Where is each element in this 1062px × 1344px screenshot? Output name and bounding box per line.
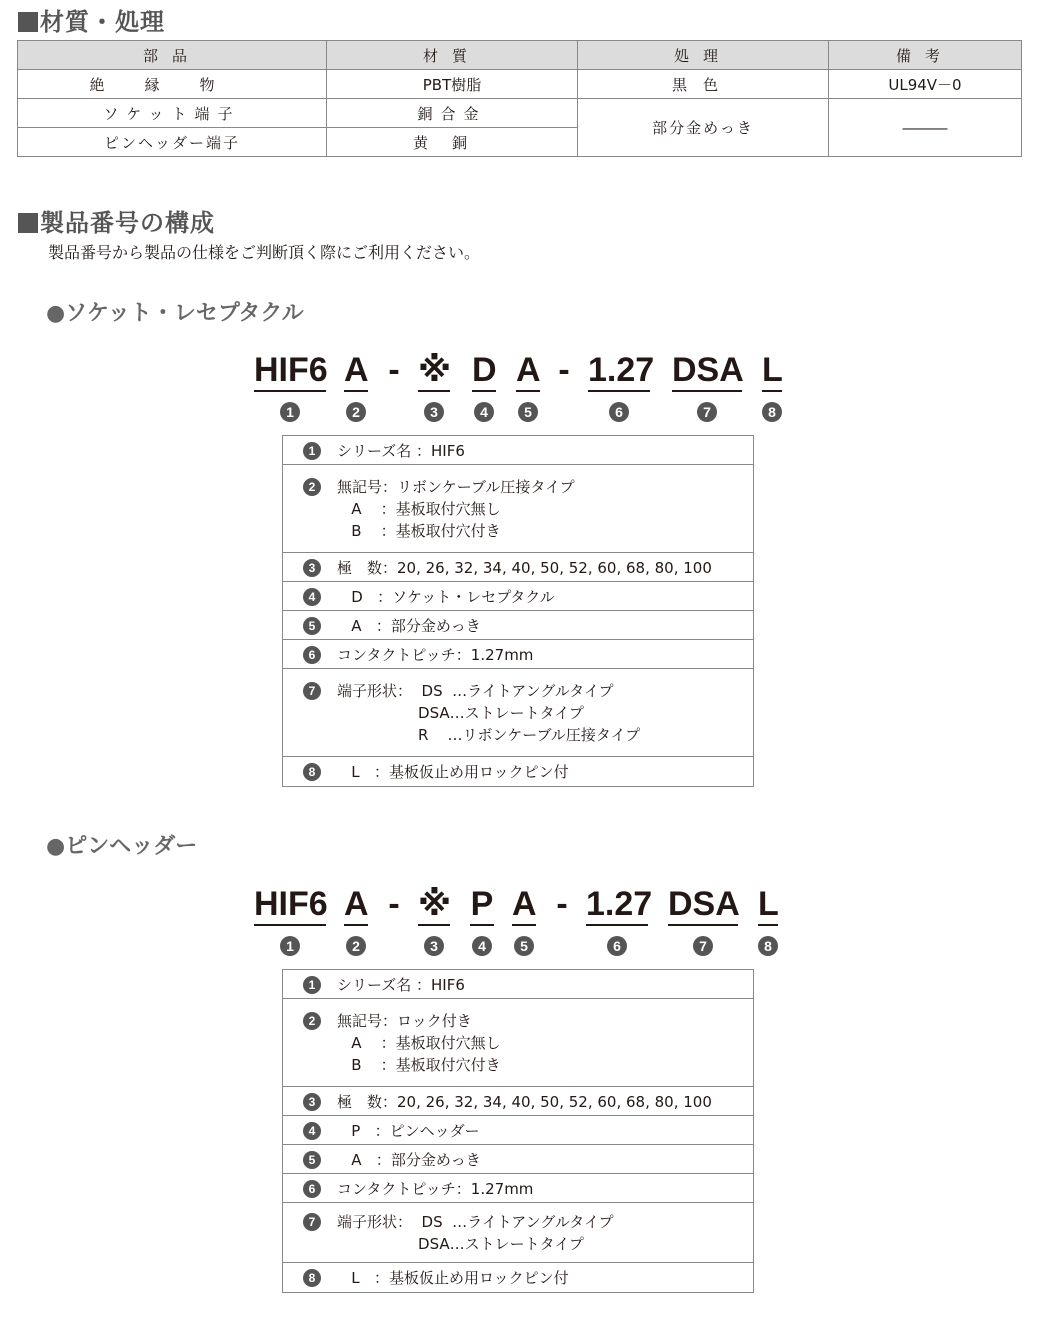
spec-line: コンタクトピッチ：1.27mm bbox=[337, 1180, 534, 1198]
spec-line: B ：基板取付穴付き bbox=[337, 1056, 501, 1074]
spec-line: 無記号：ロック付き bbox=[337, 1012, 472, 1030]
spec-number-badge: 4 bbox=[303, 1122, 321, 1140]
spec-row bbox=[283, 1145, 753, 1174]
cell-treatment: 部分金めっき bbox=[578, 99, 829, 157]
material-heading: 材質・処理 bbox=[18, 2, 165, 37]
pn-pitch: 1.27 bbox=[586, 884, 648, 926]
cell-material: PBT樹脂 bbox=[327, 70, 578, 99]
pn-number-8: 8 bbox=[762, 402, 782, 422]
pn-dash: - bbox=[388, 885, 400, 923]
spec-row bbox=[283, 1263, 753, 1292]
pn-number-6: 6 bbox=[607, 936, 627, 956]
pn-lockpin: L bbox=[758, 884, 778, 926]
spec-row bbox=[283, 970, 753, 999]
pn-mount: A bbox=[344, 884, 368, 926]
spec-row bbox=[283, 669, 753, 757]
spec-number-badge: 3 bbox=[303, 559, 321, 577]
pn-poles: ※ bbox=[418, 350, 450, 392]
pn-terminal: DSA bbox=[672, 350, 742, 392]
spec-number-badge: 5 bbox=[303, 617, 321, 635]
spec-row bbox=[283, 553, 753, 582]
cell-material: 黄銅 bbox=[327, 128, 578, 157]
pn-series: HIF6 bbox=[254, 350, 326, 392]
spec-number-badge: 2 bbox=[303, 1012, 321, 1030]
spec-row bbox=[283, 999, 753, 1087]
spec-line: 極 数：20, 26, 32, 34, 40, 50, 52, 60, 68, 80, 100 bbox=[337, 559, 712, 577]
header-part: 部品 bbox=[18, 41, 327, 70]
heading-square-icon bbox=[18, 12, 38, 32]
spec-line: シリーズ名 ：HIF6 bbox=[337, 442, 465, 460]
pn-dash: - bbox=[558, 351, 570, 389]
pn-number-5: 5 bbox=[518, 402, 538, 422]
cell-note: UL94V－0 bbox=[829, 70, 1022, 99]
pn-plating: A bbox=[516, 350, 540, 392]
spec-line: 端子形状： DS …ライトアングルタイプ bbox=[337, 1213, 614, 1231]
spec-number-badge: 8 bbox=[303, 763, 321, 781]
cell-part: ソケット端子 bbox=[18, 99, 327, 128]
header-note: 備考 bbox=[829, 41, 1022, 70]
pn-type: D bbox=[472, 350, 496, 392]
spec-number-badge: 7 bbox=[303, 1213, 321, 1231]
spec-line: DSA…ストレートタイプ bbox=[337, 704, 584, 722]
spec-line: D ：ソケット・レセプタクル bbox=[337, 588, 555, 606]
spec-line: L ：基板仮止め用ロックピン付 bbox=[337, 763, 569, 781]
pn-type: P bbox=[470, 884, 494, 926]
spec-number-badge: 2 bbox=[303, 478, 321, 496]
header-treatment: 処理 bbox=[578, 41, 829, 70]
pn-lockpin: L bbox=[762, 350, 782, 392]
spec-row bbox=[283, 757, 753, 786]
spec-line: P ：ピンヘッダー bbox=[337, 1122, 480, 1140]
socket-spec-table bbox=[282, 435, 754, 787]
pn-mount: A bbox=[344, 350, 368, 392]
pn-number-3: 3 bbox=[424, 936, 444, 956]
pn-plating: A bbox=[512, 884, 536, 926]
cell-part: 絶縁物 bbox=[18, 70, 327, 99]
table-row bbox=[18, 99, 1022, 128]
pn-pitch: 1.27 bbox=[588, 350, 650, 392]
pn-dash: - bbox=[388, 351, 400, 389]
spec-row bbox=[283, 611, 753, 640]
spec-line: 端子形状： DS …ライトアングルタイプ bbox=[337, 682, 614, 700]
pn-number-1: 1 bbox=[280, 402, 300, 422]
spec-line: R …リボンケーブル圧接タイプ bbox=[337, 726, 641, 744]
heading-square-icon bbox=[18, 213, 38, 233]
cell-note: ――― bbox=[829, 99, 1022, 157]
spec-line: A ：部分金めっき bbox=[337, 617, 481, 635]
pn-number-1: 1 bbox=[280, 936, 300, 956]
spec-line: A ：基板取付穴無し bbox=[337, 1034, 501, 1052]
spec-line: L ：基板仮止め用ロックピン付 bbox=[337, 1269, 569, 1287]
pin-spec-table bbox=[282, 969, 754, 1293]
spec-number-badge: 6 bbox=[303, 1180, 321, 1198]
pn-series: HIF6 bbox=[254, 884, 326, 926]
spec-line: シリーズ名 ：HIF6 bbox=[337, 976, 465, 994]
pin-part-number bbox=[0, 884, 1062, 954]
spec-line: A ：部分金めっき bbox=[337, 1151, 481, 1169]
spec-number-badge: 6 bbox=[303, 646, 321, 664]
pn-number-8: 8 bbox=[758, 936, 778, 956]
spec-row bbox=[283, 582, 753, 611]
cell-material: 銅合金 bbox=[327, 99, 578, 128]
spec-row bbox=[283, 1203, 753, 1263]
pn-dash: - bbox=[556, 885, 568, 923]
spec-row bbox=[283, 1087, 753, 1116]
pn-number-3: 3 bbox=[424, 402, 444, 422]
pin-title: ●ピンヘッダー bbox=[46, 834, 198, 859]
pn-terminal: DSA bbox=[668, 884, 738, 926]
spec-line: 極 数：20, 26, 32, 34, 40, 50, 52, 60, 68, 80, 100 bbox=[337, 1093, 712, 1111]
spec-row bbox=[283, 465, 753, 553]
spec-number-badge: 1 bbox=[303, 976, 321, 994]
product-number-heading: 製品番号の構成 bbox=[18, 203, 215, 238]
socket-part-number bbox=[0, 350, 1062, 420]
socket-title: ●ソケット・レセプタクル bbox=[46, 301, 304, 326]
pn-number-7: 7 bbox=[697, 402, 717, 422]
pn-number-2: 2 bbox=[346, 936, 366, 956]
spec-number-badge: 5 bbox=[303, 1151, 321, 1169]
pn-poles: ※ bbox=[418, 884, 450, 926]
intro-text: 製品番号から製品の仕様をご判断頂く際にご利用ください。 bbox=[48, 243, 481, 262]
spec-line: 無記号：リボンケーブル圧接タイプ bbox=[337, 478, 575, 496]
spec-row bbox=[283, 436, 753, 465]
table-row bbox=[18, 70, 1022, 99]
spec-number-badge: 7 bbox=[303, 682, 321, 700]
pn-number-7: 7 bbox=[693, 936, 713, 956]
spec-number-badge: 1 bbox=[303, 442, 321, 460]
spec-row bbox=[283, 640, 753, 669]
spec-line: A ：基板取付穴無し bbox=[337, 500, 501, 518]
spec-line: DSA…ストレートタイプ bbox=[337, 1235, 584, 1253]
pn-number-5: 5 bbox=[514, 936, 534, 956]
table-header-row bbox=[18, 41, 1022, 70]
pn-number-6: 6 bbox=[609, 402, 629, 422]
spec-number-badge: 3 bbox=[303, 1093, 321, 1111]
pn-number-2: 2 bbox=[346, 402, 366, 422]
spec-line: B ：基板取付穴付き bbox=[337, 522, 501, 540]
pn-number-4: 4 bbox=[474, 402, 494, 422]
pn-number-4: 4 bbox=[472, 936, 492, 956]
spec-number-badge: 4 bbox=[303, 588, 321, 606]
cell-treatment: 黒色 bbox=[578, 70, 829, 99]
spec-row bbox=[283, 1174, 753, 1203]
header-material: 材質 bbox=[327, 41, 578, 70]
material-table bbox=[17, 40, 1022, 157]
spec-number-badge: 8 bbox=[303, 1269, 321, 1287]
spec-row bbox=[283, 1116, 753, 1145]
spec-line: コンタクトピッチ：1.27mm bbox=[337, 646, 534, 664]
cell-part: ピンヘッダー端子 bbox=[18, 128, 327, 157]
